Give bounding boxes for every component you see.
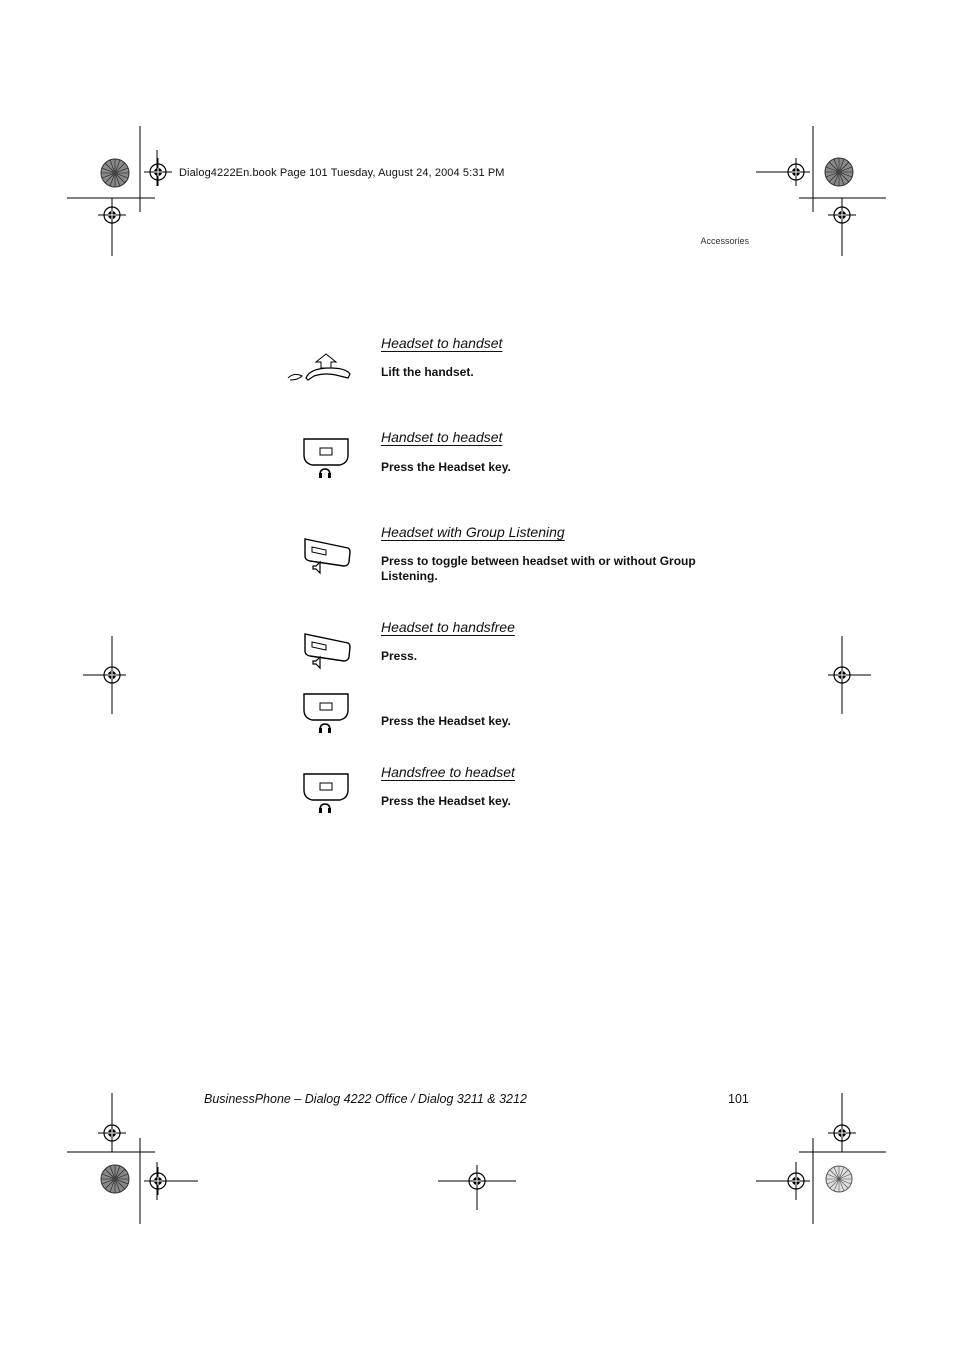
section-header: Accessories [700,236,749,246]
step-heading: Handset to headset [381,429,503,445]
step-heading: Headset to handset [381,335,503,351]
print-slug: Dialog4222En.book Page 101 Tuesday, August 24, 2004 5:31 PM [179,167,505,179]
footer-title: BusinessPhone – Dialog 4222 Office / Dialog 3211 & 3212 [204,1092,527,1106]
step-instruction: Lift the handset. [381,365,474,379]
step-instruction: Press the Headset key. [381,794,511,808]
page-number: 101 [728,1092,749,1106]
headset-key-icon[interactable] [302,772,350,816]
step-heading: Handsfree to headset [381,764,515,780]
step-instruction: Press the Headset key. [381,714,511,728]
step-instruction: Press the Headset key. [381,460,511,474]
loudspeaker-key-icon[interactable] [302,631,352,671]
group-listening-key-icon[interactable] [302,536,352,576]
headset-key-icon[interactable] [302,692,350,736]
step-instruction: Press to toggle between headset with or without Group Listening. [381,554,696,583]
headset-key-icon[interactable] [302,437,350,481]
step-heading: Headset to handsfree [381,619,515,635]
step-instruction: Press. [381,649,418,663]
step-heading: Headset with Group Listening [381,524,565,540]
handset-lift-icon [286,352,352,382]
